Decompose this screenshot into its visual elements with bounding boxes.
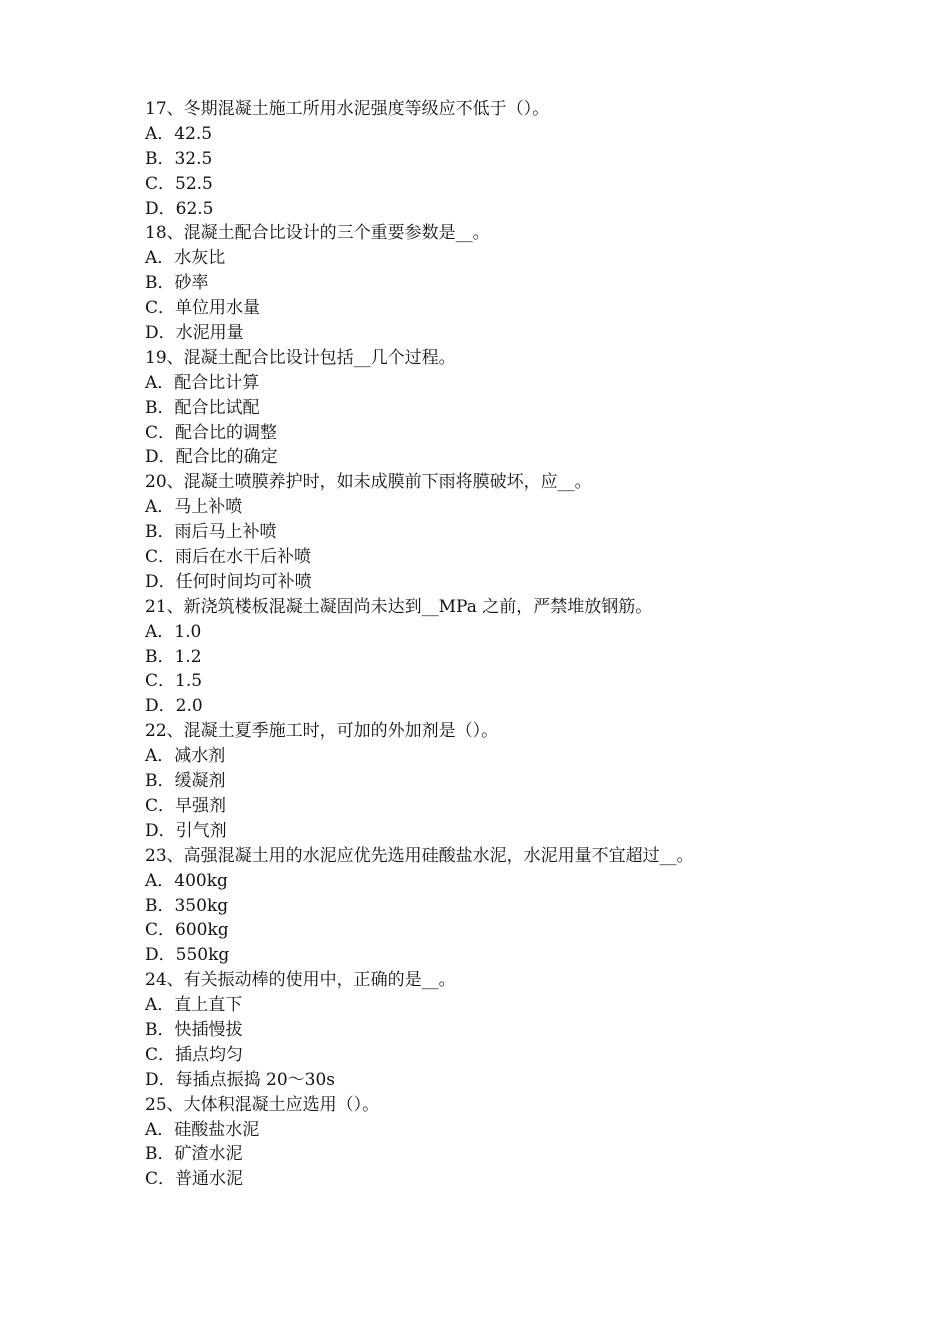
- question-21-option-a: A．1.0: [145, 621, 202, 642]
- question-25-option-a: A．硅酸盐水泥: [145, 1119, 260, 1140]
- question-22-option-c: C．早强剂: [145, 795, 227, 816]
- question-20-stem: 20、混凝土喷膜养护时，如未成膜前下雨将膜破坏，应__。: [145, 472, 592, 493]
- question-20-option-d: D．任何时间均可补喷: [145, 571, 312, 592]
- question-21-option-c: C．1.5: [145, 671, 203, 692]
- question-24-option-b: B．快插慢拔: [145, 1019, 243, 1040]
- question-17-option-d: D．62.5: [145, 198, 214, 219]
- question-list: [145, 97, 845, 1192]
- question-17-option-a: A．42.5: [145, 123, 213, 144]
- question-24-option-a: A．直上直下: [145, 995, 243, 1016]
- question-23-option-a: A．400kg: [145, 870, 228, 891]
- question-20-option-b: B．雨后马上补喷: [145, 522, 277, 543]
- question-25-option-c: C．普通水泥: [145, 1169, 244, 1190]
- question-22-stem: 22、混凝土夏季施工时，可加的外加剂是（）。: [145, 721, 499, 742]
- question-21-stem: 21、新浇筑楼板混凝土凝固尚未达到__MPa 之前，严禁堆放钢筋。: [145, 596, 653, 617]
- question-22-option-b: B．缓凝剂: [145, 771, 226, 792]
- question-17-stem: 17、冬期混凝土施工所用水泥强度等级应不低于（）。: [145, 99, 550, 119]
- question-24-stem: 24、有关振动棒的使用中，正确的是__。: [145, 970, 456, 991]
- question-20-option-c: C．雨后在水干后补喷: [145, 547, 312, 568]
- question-19-option-a: A．配合比计算: [145, 372, 260, 393]
- question-19-option-b: B．配合比试配: [145, 397, 260, 418]
- question-19-option-d: D．配合比的确定: [145, 447, 278, 468]
- question-22-option-d: D．引气剂: [145, 820, 227, 841]
- question-23-stem: 23、高强混凝土用的水泥应优先选用硅酸盐水泥，水泥用量不宜超过__。: [145, 845, 694, 866]
- question-24-option-c: C．插点均匀: [145, 1044, 244, 1065]
- question-24-option-d: D．每插点振捣 20～30s: [145, 1069, 336, 1090]
- question-18-option-d: D．水泥用量: [145, 323, 244, 344]
- question-19-option-c: C．配合比的调整: [145, 422, 278, 443]
- question-18-stem: 18、混凝土配合比设计的三个重要参数是__。: [145, 223, 490, 244]
- question-17-option-c: C．52.5: [145, 173, 213, 194]
- question-22-option-a: A．减水剂: [145, 746, 226, 767]
- question-18-option-a: A．水灰比: [145, 248, 226, 269]
- question-25-stem: 25、大体积混凝土应选用（）。: [145, 1094, 380, 1115]
- question-25-option-b: B．矿渣水泥: [145, 1144, 243, 1165]
- question-20-option-a: A．马上补喷: [145, 497, 243, 518]
- question-18-option-b: B．砂率: [145, 273, 209, 294]
- question-18-option-c: C．单位用水量: [145, 298, 261, 319]
- question-19-stem: 19、混凝土配合比设计包括__几个过程。: [145, 347, 456, 368]
- question-21-option-b: B．1.2: [145, 646, 202, 667]
- question-23-option-c: C．600kg: [145, 920, 229, 941]
- question-23-option-d: D．550kg: [145, 945, 230, 966]
- question-23-option-b: B．350kg: [145, 895, 229, 916]
- question-17-option-b: B．32.5: [145, 148, 213, 169]
- question-21-option-d: D．2.0: [145, 696, 203, 717]
